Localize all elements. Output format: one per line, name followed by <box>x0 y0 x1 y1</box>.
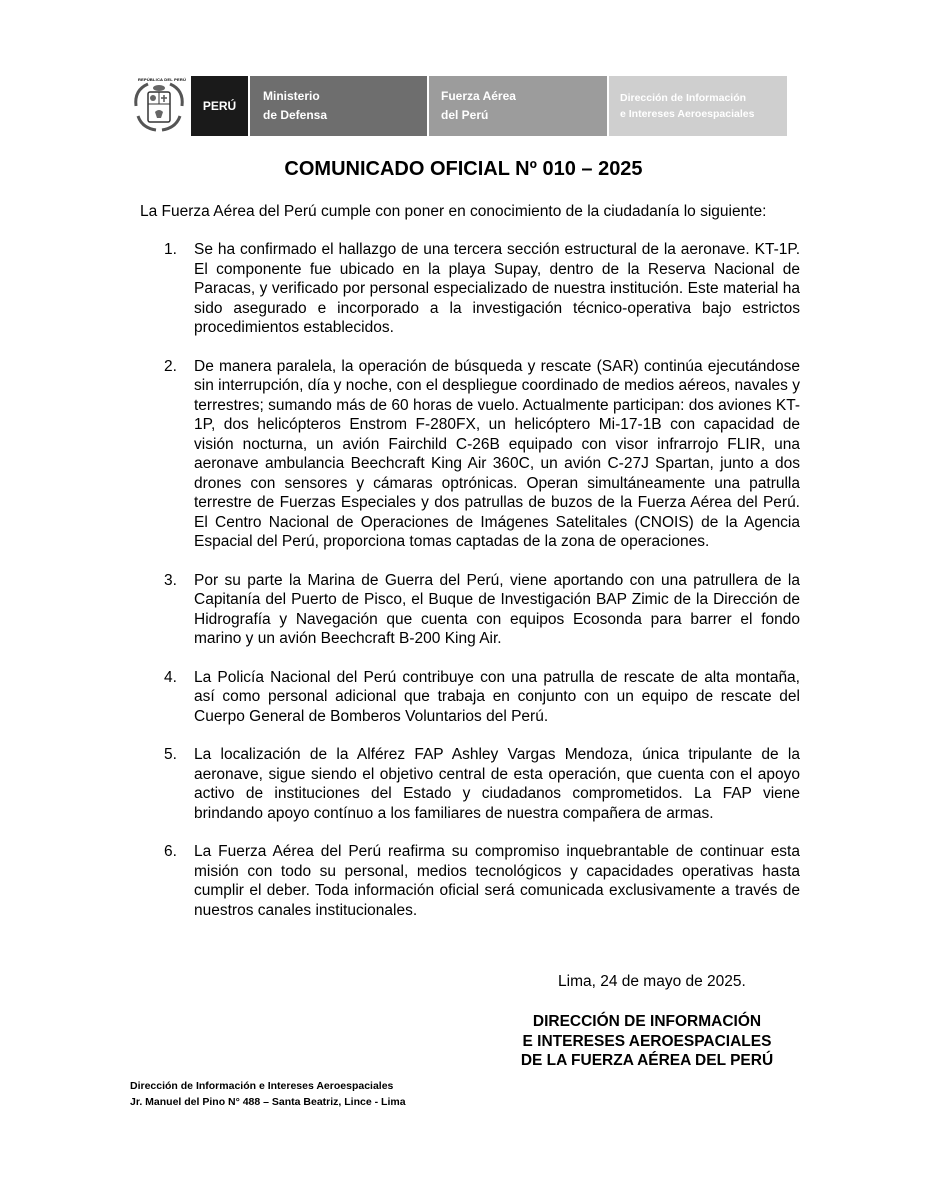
peru-label: PERÚ <box>202 99 237 113</box>
dir-line2: e Intereses Aeroespaciales <box>620 108 755 120</box>
list-item <box>160 357 800 552</box>
institutional-header <box>128 76 787 136</box>
item-text: Por su parte la Marina de Guerra del Perú, viene aportando con una patrullera de la Capitanía del Puerto de Pisco, el Buque de Investigación BAP Zimic de la Dirección de Hidrografía y Navegación que cuenta con equipos Ecosonda para barrer el fondo marino y un avión Beechcraft B-200 King Air. <box>194 571 800 647</box>
ministry-block <box>250 76 427 136</box>
list-item <box>160 745 800 823</box>
coat-of-arms-icon <box>128 76 190 136</box>
item-text: De manera paralela, la operación de búsqueda y rescate (SAR) continúa ejecutándose sin interrupción, día y noche, con el despliegue coordinado de medios aéreos, navales y terrestres; sumando más de 60 horas de vuelo. Actualmente participan: dos aviones KT-1P, dos helicópteros Enstrom F-280FX, un helicóptero Mi-17-1B con capacidad de visión nocturna, un avión Fairchild C-26B equipado con visor infrarrojo FLIR, una aeronave ambulancia Beechcraft King Air 360C, un avión C-27J Spartan, junto a dos drones con sensores y cámaras optrónicas. Operan simultáneamente una patrulla terrestre de Fuerzas Especiales y dos patrullas de buzos de la Fuerza Aérea del Perú. El Centro Nacional de Operaciones de Imágenes Satelitales (CNOIS) de la Agencia Espacial del Perú, proporciona tomas captadas de la zona de operaciones. <box>194 357 800 550</box>
list-item <box>160 571 800 649</box>
signature-block <box>497 1012 797 1071</box>
item-text: La Fuerza Aérea del Perú reafirma su compromiso inquebrantable de continuar esta misión con todo su personal, medios tecnológicos y capacidades operativas hasta cumplir el deber. Toda información oficial será comunicada exclusivamente a través de nuestros canales institucionales. <box>194 843 800 919</box>
seal-caption: REPÚBLICA DEL PERÚ <box>138 77 187 82</box>
footer-line1: Dirección de Información e Intereses Aeroespaciales <box>130 1080 394 1092</box>
list-item <box>160 240 800 338</box>
ministry-line2: de Defensa <box>263 108 328 122</box>
list-item <box>160 842 800 920</box>
fap-line1: Fuerza Aérea <box>441 89 516 103</box>
item-number: 3. <box>164 571 177 589</box>
item-number: 1. <box>164 241 177 258</box>
item-number: 4. <box>164 668 177 686</box>
footer-line2: Jr. Manuel del Pino N° 488 – Santa Beatriz, Lince - Lima <box>130 1096 406 1108</box>
item-number: 2. <box>164 357 177 375</box>
fap-line2: del Perú <box>441 108 489 122</box>
date-line: Lima, 24 de mayo de 2025. <box>558 973 746 990</box>
ministry-line1: Ministerio <box>263 89 320 103</box>
footer-address <box>130 1078 406 1110</box>
directorate-block <box>609 76 787 136</box>
dir-line1: Dirección de Información <box>620 92 747 104</box>
intro-paragraph: La Fuerza Aérea del Perú cumple con poner en conocimiento de la ciudadanía lo siguiente: <box>140 203 767 220</box>
item-text: La Policía Nacional del Perú contribuye con una patrulla de rescate de alta montaña, así como personal adicional que trabaja en conjunto con un equipo de rescate del Cuerpo General de Bomberos Voluntarios del Perú. <box>194 668 800 725</box>
list-item <box>160 668 800 727</box>
air-force-block <box>429 76 607 136</box>
signature-line2: E INTERESES AEROESPACIALES <box>522 1032 772 1050</box>
item-text: Se ha confirmado el hallazgo de una tercera sección estructural de la aeronave. KT-1P. El componente fue ubicado en la playa Supay, dentro de la Reserva Nacional de Paracas, y verificado por personal especializado de nuestra institución. Este material ha sido asegurado e incorporado a la investigación técnico-operativa bajo estrictos procedimientos establecidos. <box>194 241 800 336</box>
coat-of-arms-seal <box>128 76 190 136</box>
item-number: 6. <box>164 843 177 860</box>
item-text: La localización de la Alférez FAP Ashley Vargas Mendoza, única tripulante de la aeronave, sigue siendo el objetivo central de esta operación, que cuenta con el apoyo activo de instituciones del Estado y ciudadanos comprometidos. La FAP viene brindando apoyo contínuo a los familiares de nuestra compañera de armas. <box>194 746 800 822</box>
statement-list <box>160 240 800 939</box>
page-title: COMUNICADO OFICIAL Nº 010 – 2025 <box>284 158 643 180</box>
signature-line1: DIRECCIÓN DE INFORMACIÓN <box>532 1013 762 1030</box>
signature-line3: DE LA FUERZA AÉREA DEL PERÚ <box>520 1052 774 1069</box>
item-number: 5. <box>164 746 177 763</box>
peru-block <box>191 76 248 136</box>
